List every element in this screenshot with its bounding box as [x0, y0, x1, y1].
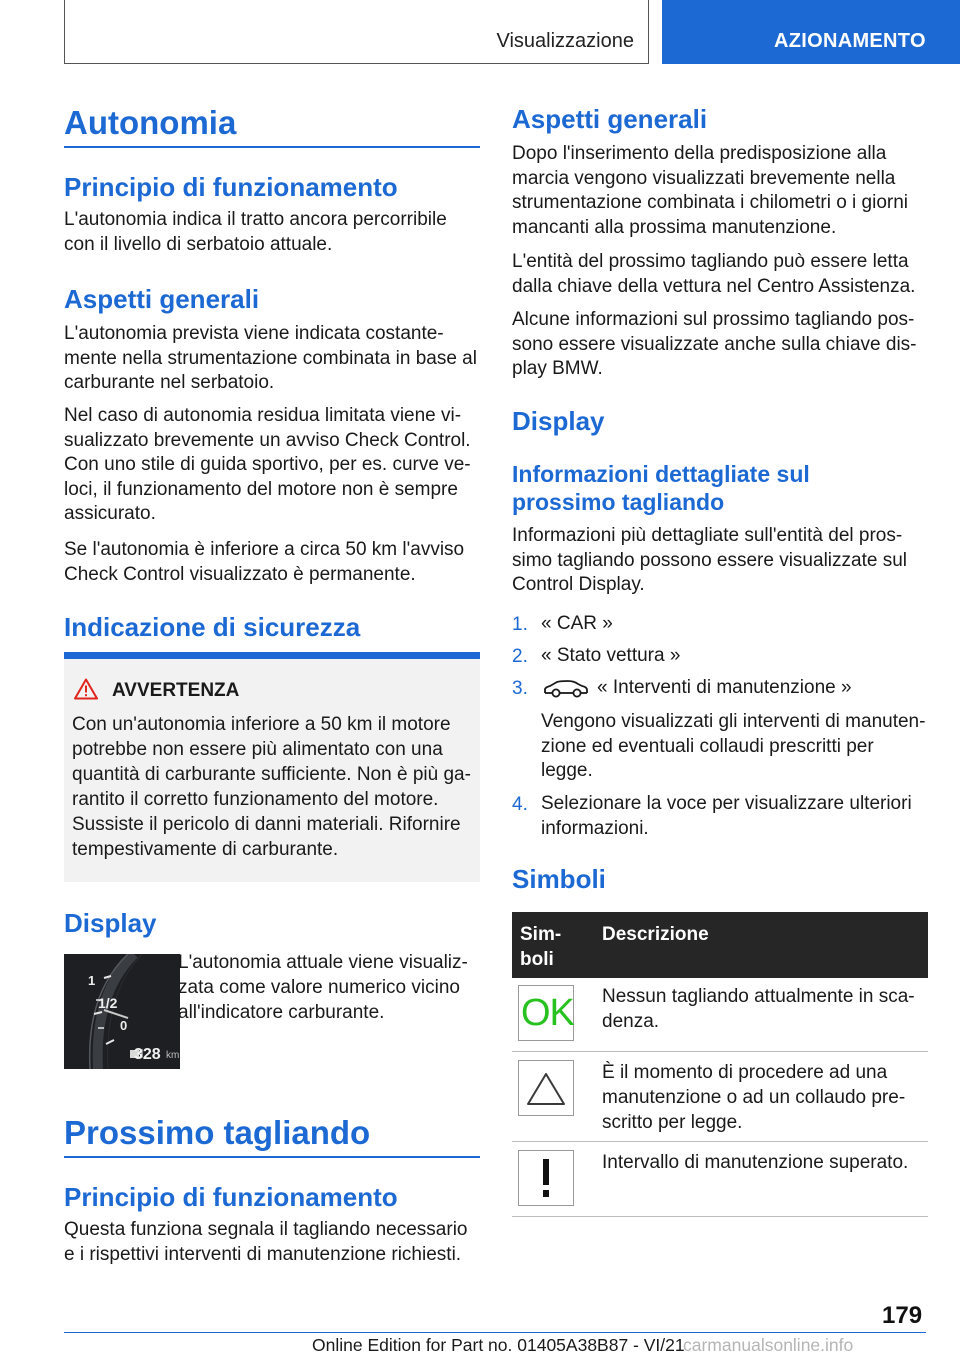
- step-number: 2.: [512, 646, 528, 667]
- column-header-description: Descrizione: [602, 924, 709, 945]
- table-row-description: Intervallo di manutenzione superato.: [602, 1152, 909, 1173]
- ok-symbol-text: OK: [521, 992, 574, 1034]
- table-row-divider: [512, 1216, 928, 1217]
- step-text: « Interventi di manutenzione »: [597, 677, 852, 698]
- sicurezza-heading: Indicazione di sicurezza: [64, 612, 361, 642]
- step-text: « CAR »: [541, 613, 613, 634]
- step-number: 1.: [512, 614, 528, 635]
- triangle-icon: [518, 1060, 574, 1116]
- prossimo-heading: Prossimo tagliando: [64, 1114, 371, 1151]
- aspetti-heading: Aspetti generali: [64, 284, 260, 314]
- step-text: Selezionare la voce per visualizzare ulteriori informazioni.: [541, 793, 912, 839]
- instrument-cluster-image: [64, 954, 180, 1069]
- warning-triangle-icon: [74, 678, 98, 700]
- header-section-title: Visualizzazione: [496, 30, 634, 52]
- step-text: « Stato vettura »: [541, 645, 681, 666]
- step-number: 3.: [512, 678, 528, 699]
- principio-text: L'autonomia indica il tratto ancora percorribile con il livello di serbatoio attuale.: [64, 209, 447, 255]
- right-paragraph-2: L'entità del prossimo tagliando può essere letta dalla chiave della vettura nel Centro Assistenza.: [512, 251, 916, 297]
- aspetti-paragraph-3: Se l'autonomia è inferiore a circa 50 km l'avviso Check Control visualizzato è permanente.: [64, 539, 465, 585]
- table-row-description: Nessun tagliando attualmente in sca-denza.: [602, 986, 915, 1032]
- autonomia-rule: [64, 146, 480, 148]
- display-heading: Display: [64, 908, 157, 938]
- right-display-heading: Display: [512, 406, 605, 436]
- right-paragraph-1: Dopo l'inserimento della predisposizione alla marcia vengono visualizzati brevemente nella strumentazione combinata i chilometri o i giorni mancanti alla prossima manutenzione.: [512, 143, 909, 238]
- warning-text: Con un'autonomia inferiore a 50 km il motore potrebbe non essere più alimentato con una quantità di carburante sufficiente. Non è più ga-rantito il corretto funzionamento del motore. Sussiste il pericolo di danni materiali. Rifornire tempestivamente di carburante.: [72, 714, 471, 860]
- display-text: L'autonomia attuale viene visualiz-zata come valore numerico vicino all'indicatore carburante.: [178, 952, 468, 1023]
- fuel-gauge-graphic: [64, 954, 180, 1069]
- symbols-table-header: [512, 912, 928, 978]
- table-row-description: È il momento di procedere ad una manutenzione o ad un collaudo pre-scritto per legge.: [602, 1062, 906, 1133]
- ok-icon: [518, 985, 574, 1041]
- footer-rule: [64, 1332, 926, 1333]
- range-value: 328: [134, 1046, 161, 1063]
- footer-edition: Online Edition for Part no. 01405A38B87 - VI/21: [312, 1335, 685, 1355]
- principio2-heading: Principio di funzionamento: [64, 1182, 398, 1212]
- warning-box: [64, 652, 480, 882]
- table-row-divider: [512, 1051, 928, 1052]
- info-heading-line-1: Informazioni dettagliate sul: [512, 461, 810, 487]
- warning-title: AVVERTENZA: [112, 680, 240, 701]
- step-detail-text: Vengono visualizzati gli interventi di manuten-zione ed eventuali collaudi prescritti per legge.: [541, 711, 926, 781]
- info-text: Informazioni più dettagliate sull'entità del pros-simo tagliando possono essere visualizzate sul Control Display.: [512, 525, 907, 595]
- prossimo-rule: [64, 1156, 480, 1158]
- gauge-tick-empty: 0: [120, 1018, 128, 1033]
- aspetti-paragraph-2: Nel caso di autonomia residua limitata viene vi-sualizzato brevemente un avviso Check Control. Con uno stile di guida sportivo, per es. curve ve-loci, il funzionamento del motore non è sempre assicurato.: [64, 405, 471, 524]
- triangle-outline-icon: [519, 1061, 573, 1115]
- info-heading-line-2: prossimo tagliando: [512, 489, 725, 515]
- header-section-tab: [64, 0, 649, 64]
- range-unit: km: [166, 1050, 180, 1061]
- column-header-symbols: Sim-boli: [520, 924, 562, 970]
- principio2-text: Questa funziona segnala il tagliando necessario e i rispettivi interventi di manutenzione richiesti.: [64, 1219, 468, 1265]
- exclamation-icon: [518, 1150, 574, 1206]
- aspetti-generali-heading: Aspetti generali: [512, 104, 708, 134]
- table-row-divider: [512, 1141, 928, 1142]
- header-chapter-title: AZIONAMENTO: [774, 30, 926, 52]
- simboli-heading: Simboli: [512, 864, 606, 894]
- autonomia-heading: Autonomia: [64, 104, 237, 141]
- right-paragraph-3: Alcune informazioni sul prossimo tagliando pos-sono essere visualizzate anche sulla chiave dis-play BMW.: [512, 309, 917, 379]
- step-number: 4.: [512, 794, 528, 815]
- car-service-icon: [542, 678, 590, 700]
- header-chapter-tab: [662, 0, 960, 64]
- footer-watermark: carmanualsonline.info: [683, 1335, 854, 1355]
- page-number: 179: [882, 1302, 923, 1329]
- gauge-tick-half: 1/2: [98, 995, 118, 1011]
- aspetti-paragraph-1: L'autonomia prevista viene indicata costante-mente nella strumentazione combinata in base al carburante nel serbatoio.: [64, 323, 477, 393]
- principio-heading: Principio di funzionamento: [64, 172, 398, 202]
- exclamation-mark-icon: [519, 1151, 573, 1205]
- gauge-tick-full: 1: [88, 973, 96, 988]
- warning-bar: [64, 652, 480, 659]
